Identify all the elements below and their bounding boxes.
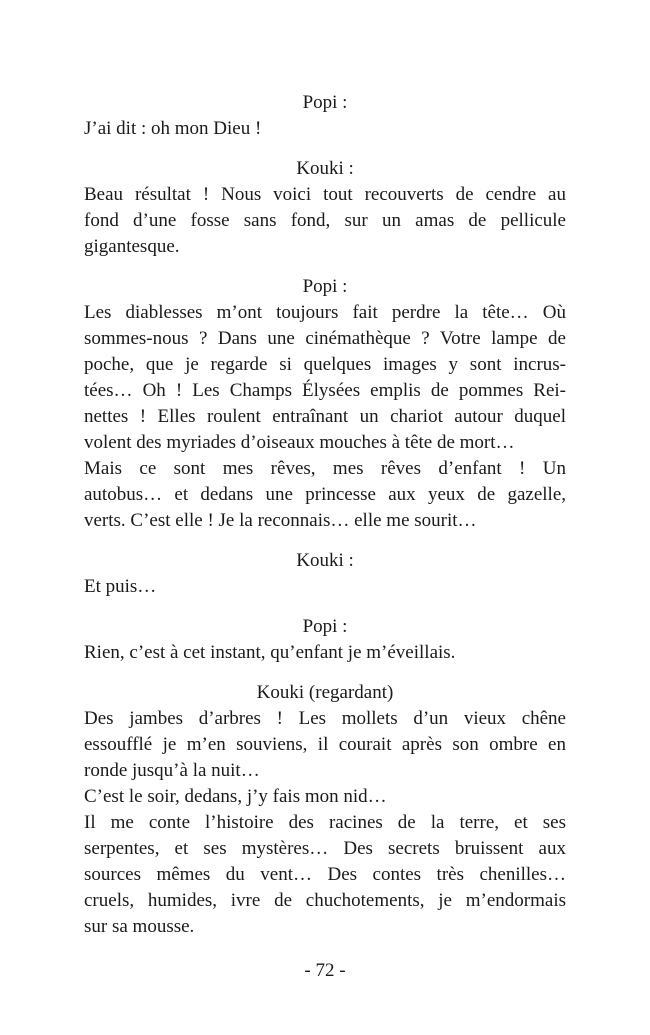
text-line: Mais ce sont mes rêves, mes rêves d’enfant ! Un bbox=[84, 458, 566, 479]
speaker-name: Kouki : bbox=[296, 550, 354, 571]
text-line: C’est le soir, dedans, j’y fais mon nid… bbox=[84, 786, 387, 807]
text-line: fond d’une fosse sans fond, sur un amas de pellicule bbox=[84, 210, 566, 231]
text-line: sommes-nous ? Dans une cinémathèque ? Votre lampe de bbox=[84, 328, 566, 349]
dialogue-block bbox=[84, 90, 566, 142]
text-line: Et puis… bbox=[84, 576, 157, 597]
text-line: ronde jusqu’à la nuit… bbox=[84, 760, 260, 781]
text-line: serpentes, et ses mystères… Des secrets bruissent aux bbox=[84, 838, 566, 859]
dialogue-block bbox=[84, 548, 566, 600]
text-line: Des jambes d’arbres ! Les mollets d’un vieux chêne bbox=[84, 708, 566, 729]
dialogue-block bbox=[84, 614, 566, 666]
text-line: cruels, humides, ivre de chuchotements, je m’endormais bbox=[84, 890, 566, 911]
speaker-name: Kouki (regardant) bbox=[256, 682, 394, 703]
speaker-name: Popi : bbox=[302, 276, 348, 297]
dialogue-block bbox=[84, 156, 566, 260]
text-line: J’ai dit : oh mon Dieu ! bbox=[84, 118, 262, 139]
speaker-name: Popi : bbox=[302, 616, 348, 637]
text-line: volent des myriades d’oiseaux mouches à tête de mort… bbox=[84, 432, 515, 453]
text-line: verts. C’est elle ! Je la reconnais… elle me sourit… bbox=[84, 510, 477, 531]
page-body bbox=[84, 90, 566, 954]
text-line: poche, que je regarde si quelques images y sont incrus- bbox=[84, 354, 566, 375]
dialogue-block bbox=[84, 274, 566, 534]
text-line: Beau résultat ! Nous voici tout recouverts de cendre au bbox=[84, 184, 566, 205]
speaker-name: Popi : bbox=[302, 92, 348, 113]
text-line: essoufflé je m’en souviens, il courait après son ombre en bbox=[84, 734, 566, 755]
page-number: - 72 - bbox=[304, 960, 346, 981]
text-line: tées… Oh ! Les Champs Élysées emplis de pommes Rei- bbox=[84, 380, 566, 401]
text-line: Les diablesses m’ont toujours fait perdre la tête… Où bbox=[84, 302, 566, 323]
text-line: sur sa mousse. bbox=[84, 916, 195, 937]
text-line: Il me conte l’histoire des racines de la terre, et ses bbox=[84, 812, 566, 833]
text-line: Rien, c’est à cet instant, qu’enfant je m’éveillais. bbox=[84, 642, 456, 663]
text-line: autobus… et dedans une princesse aux yeux de gazelle, bbox=[84, 484, 566, 505]
text-line: gigantesque. bbox=[84, 236, 180, 257]
dialogue-block bbox=[84, 680, 566, 940]
text-line: sources mêmes du vent… Des contes très chenilles… bbox=[84, 864, 566, 885]
speaker-name: Kouki : bbox=[296, 158, 354, 179]
text-line: nettes ! Elles roulent entraînant un chariot autour duquel bbox=[84, 406, 566, 427]
